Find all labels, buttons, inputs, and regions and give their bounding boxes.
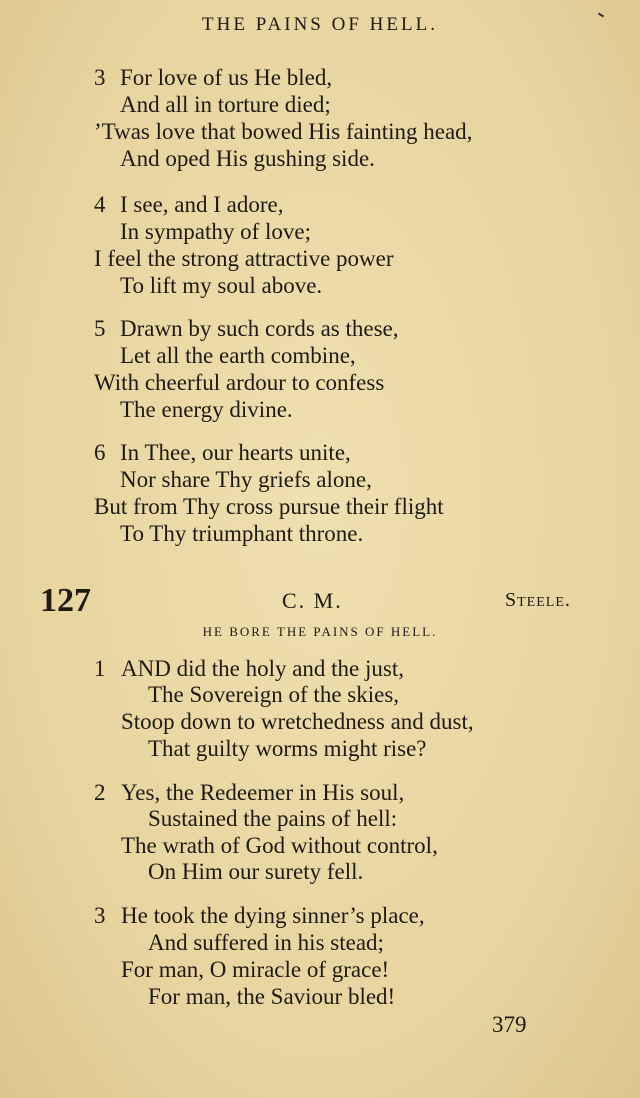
- stanza-line: He took the dying sinner’s place,: [121, 903, 425, 928]
- hymn-meter: C. M.: [282, 588, 343, 613]
- stanza-line: Sustained the pains of hell:: [148, 806, 398, 831]
- stanza-line: I feel the strong attractive power: [94, 246, 394, 271]
- stanza-line: And all in torture died;: [120, 92, 331, 117]
- stanza-line: With cheerful ardour to confess: [94, 370, 385, 395]
- stanza-line: Nor share Thy griefs alone,: [120, 467, 372, 492]
- stanza-line: ’Twas love that bowed His fainting head,: [94, 119, 473, 144]
- stanza-line: The wrath of God without control,: [121, 833, 438, 858]
- running-head: THE PAINS OF HELL.: [202, 14, 438, 35]
- stanza-line: AND did the holy and the just,: [121, 656, 404, 681]
- stanza-number: 3: [94, 65, 106, 90]
- stanza-number: 3: [94, 903, 106, 928]
- hymn-number: 127: [40, 582, 91, 619]
- stanza-line: The Sovereign of the skies,: [148, 682, 400, 707]
- stanza-line: For man, O miracle of grace!: [121, 957, 390, 982]
- stanza-line: To lift my soul above.: [120, 273, 323, 298]
- stanza-line: But from Thy cross pursue their flight: [94, 494, 444, 519]
- stanza-number: 4: [94, 192, 106, 217]
- stanza-line: The energy divine.: [120, 397, 293, 422]
- stanza-line: In Thee, our hearts unite,: [120, 440, 351, 465]
- stanza-line: And oped His gushing side.: [120, 146, 375, 171]
- stanza-line: Stoop down to wretchedness and dust,: [121, 709, 474, 734]
- stanza-line: Yes, the Redeemer in His soul,: [121, 780, 405, 805]
- stanza-number: 5: [94, 316, 106, 341]
- page-number: 379: [492, 1012, 527, 1037]
- hymn-author: Steele.: [505, 589, 571, 611]
- hymn-subtitle: HE BORE THE PAINS OF HELL.: [202, 624, 438, 639]
- stanza-line: And suffered in his stead;: [148, 930, 384, 955]
- stanza-line: To Thy triumphant throne.: [120, 521, 364, 546]
- stanza-line: Let all the earth combine,: [120, 343, 356, 368]
- stanza-number: 2: [94, 780, 106, 805]
- stanza-line: For love of us He bled,: [120, 65, 333, 90]
- stanza-line: On Him our surety fell.: [148, 859, 364, 884]
- stanza-line: I see, and I adore,: [120, 192, 284, 217]
- stanza-line: That guilty worms might rise?: [148, 736, 427, 761]
- stanza-line: Drawn by such cords as these,: [120, 316, 399, 341]
- stanza-line: For man, the Saviour bled!: [148, 984, 396, 1009]
- stanza-line: In sympathy of love;: [120, 219, 311, 244]
- stanza-number: 1: [94, 656, 106, 681]
- stanza-number: 6: [94, 440, 106, 465]
